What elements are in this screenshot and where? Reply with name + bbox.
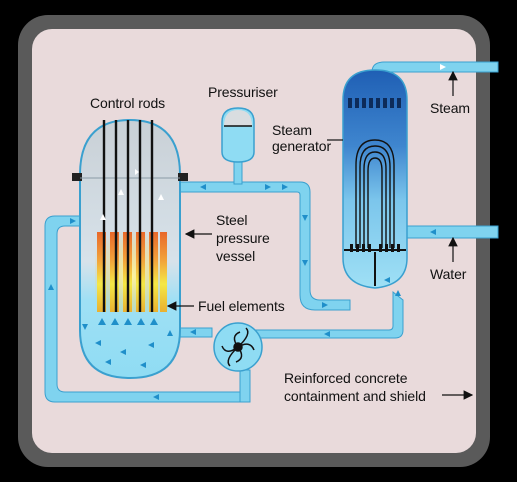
label-containment-2: containment and shield	[284, 388, 426, 404]
feedwater-inlet-pipe	[403, 226, 498, 238]
pump-down-pipe	[240, 370, 250, 402]
label-fuel-elements: Fuel elements	[198, 298, 285, 314]
coolant-pump	[214, 323, 262, 371]
vessel-flange-right	[178, 173, 188, 181]
label-steam: Steam	[430, 100, 470, 116]
label-water: Water	[430, 266, 467, 282]
label-pressure: pressure	[216, 230, 270, 246]
label-steel: Steel	[216, 212, 248, 228]
fuel-element	[149, 232, 158, 312]
label-pressuriser: Pressuriser	[208, 84, 278, 100]
vessel-flange-left	[72, 173, 82, 181]
pressuriser-stem	[234, 160, 242, 184]
fuel-element	[160, 232, 167, 312]
steam-generator	[343, 70, 407, 288]
fuel-element	[110, 232, 119, 312]
label-containment-1: Reinforced concrete	[284, 370, 408, 386]
pressuriser	[222, 108, 254, 162]
label-vessel: vessel	[216, 248, 256, 264]
label-steam-generator-2: generator	[272, 138, 332, 154]
label-steam-generator-1: Steam	[272, 122, 312, 138]
label-control-rods: Control rods	[90, 95, 166, 111]
pressure-vessel	[72, 120, 188, 378]
